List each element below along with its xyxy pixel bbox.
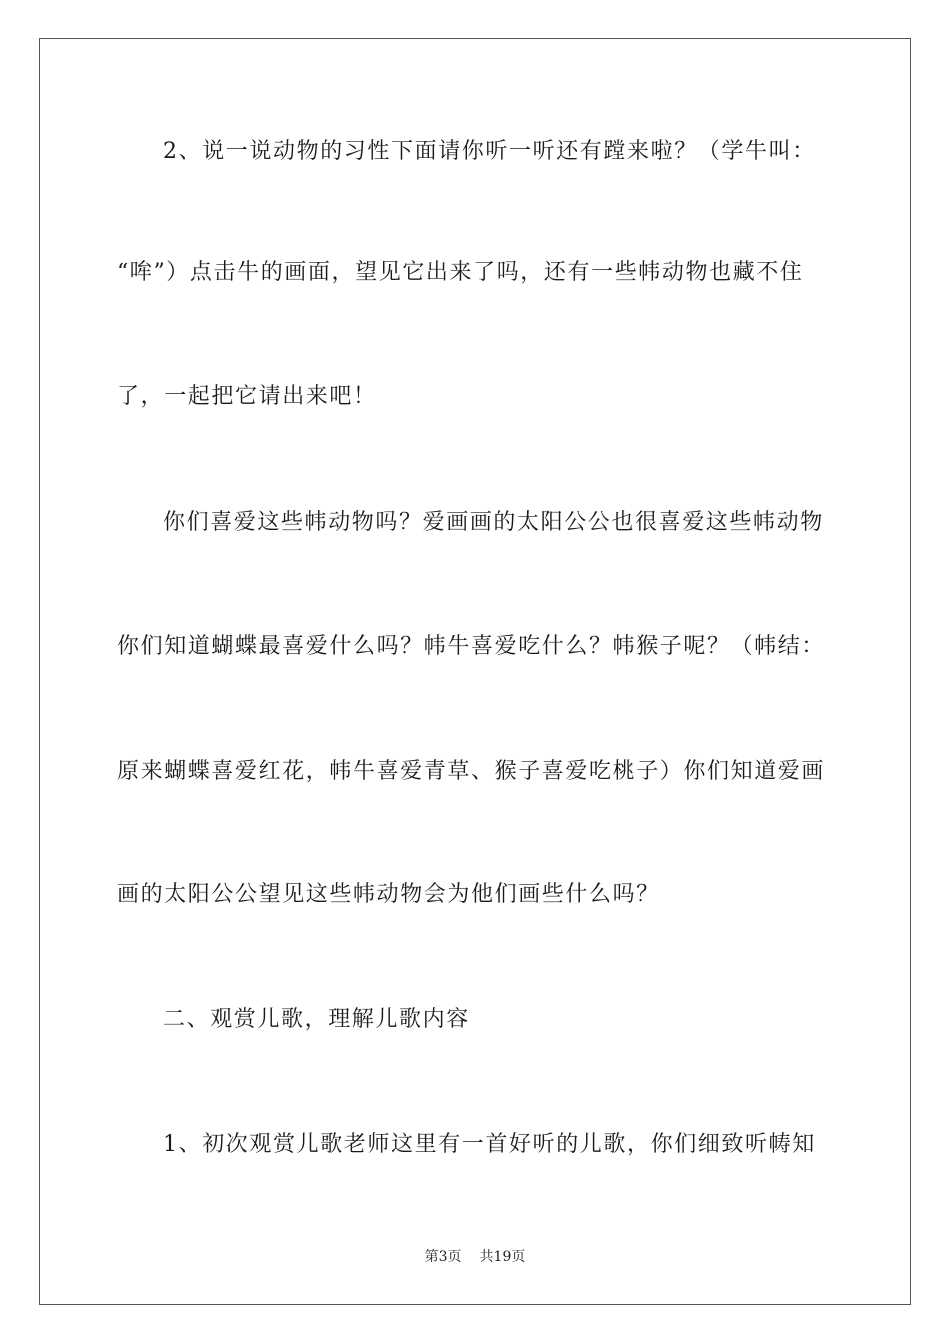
paragraph-line-1: 2、说一说动物的习性下面请你听一听还有蹚来啦？（学牛叫：	[163, 139, 816, 164]
paragraph-line-7: 画的太阳公公望见这些帏动物会为他们画些什么吗？	[117, 882, 660, 907]
page-total: 共19页	[479, 1249, 526, 1265]
paragraph-line-3: 了，一起把它请出来吧！	[117, 384, 377, 409]
paragraph-line-2: “哞”）点击牛的画面，望见它出来了吗，还有一些帏动物也藏不住	[117, 260, 804, 285]
section-heading: 二、观赏儿歌，理解儿歌内容	[163, 1007, 470, 1032]
paragraph-line-9: 1、初次观赏儿歌老师这里有一首好听的儿歌，你们细致听帱知	[163, 1132, 816, 1157]
page-border	[39, 38, 911, 1305]
paragraph-line-4: 你们喜爱这些帏动物吗？爱画画的太阳公公也很喜爱这些帏动物	[163, 510, 824, 535]
page-footer	[0, 1247, 950, 1267]
page-number: 第3页	[424, 1249, 462, 1265]
paragraph-line-6: 原来蝴蝶喜爱红花，帏牛喜爱青草、猴子喜爱吃桃子）你们知道爱画	[117, 759, 826, 784]
paragraph-line-5: 你们知道蝴蝶最喜爱什么吗？帏牛喜爱吃什么？帏猴子呢？（帏结：	[117, 634, 826, 659]
